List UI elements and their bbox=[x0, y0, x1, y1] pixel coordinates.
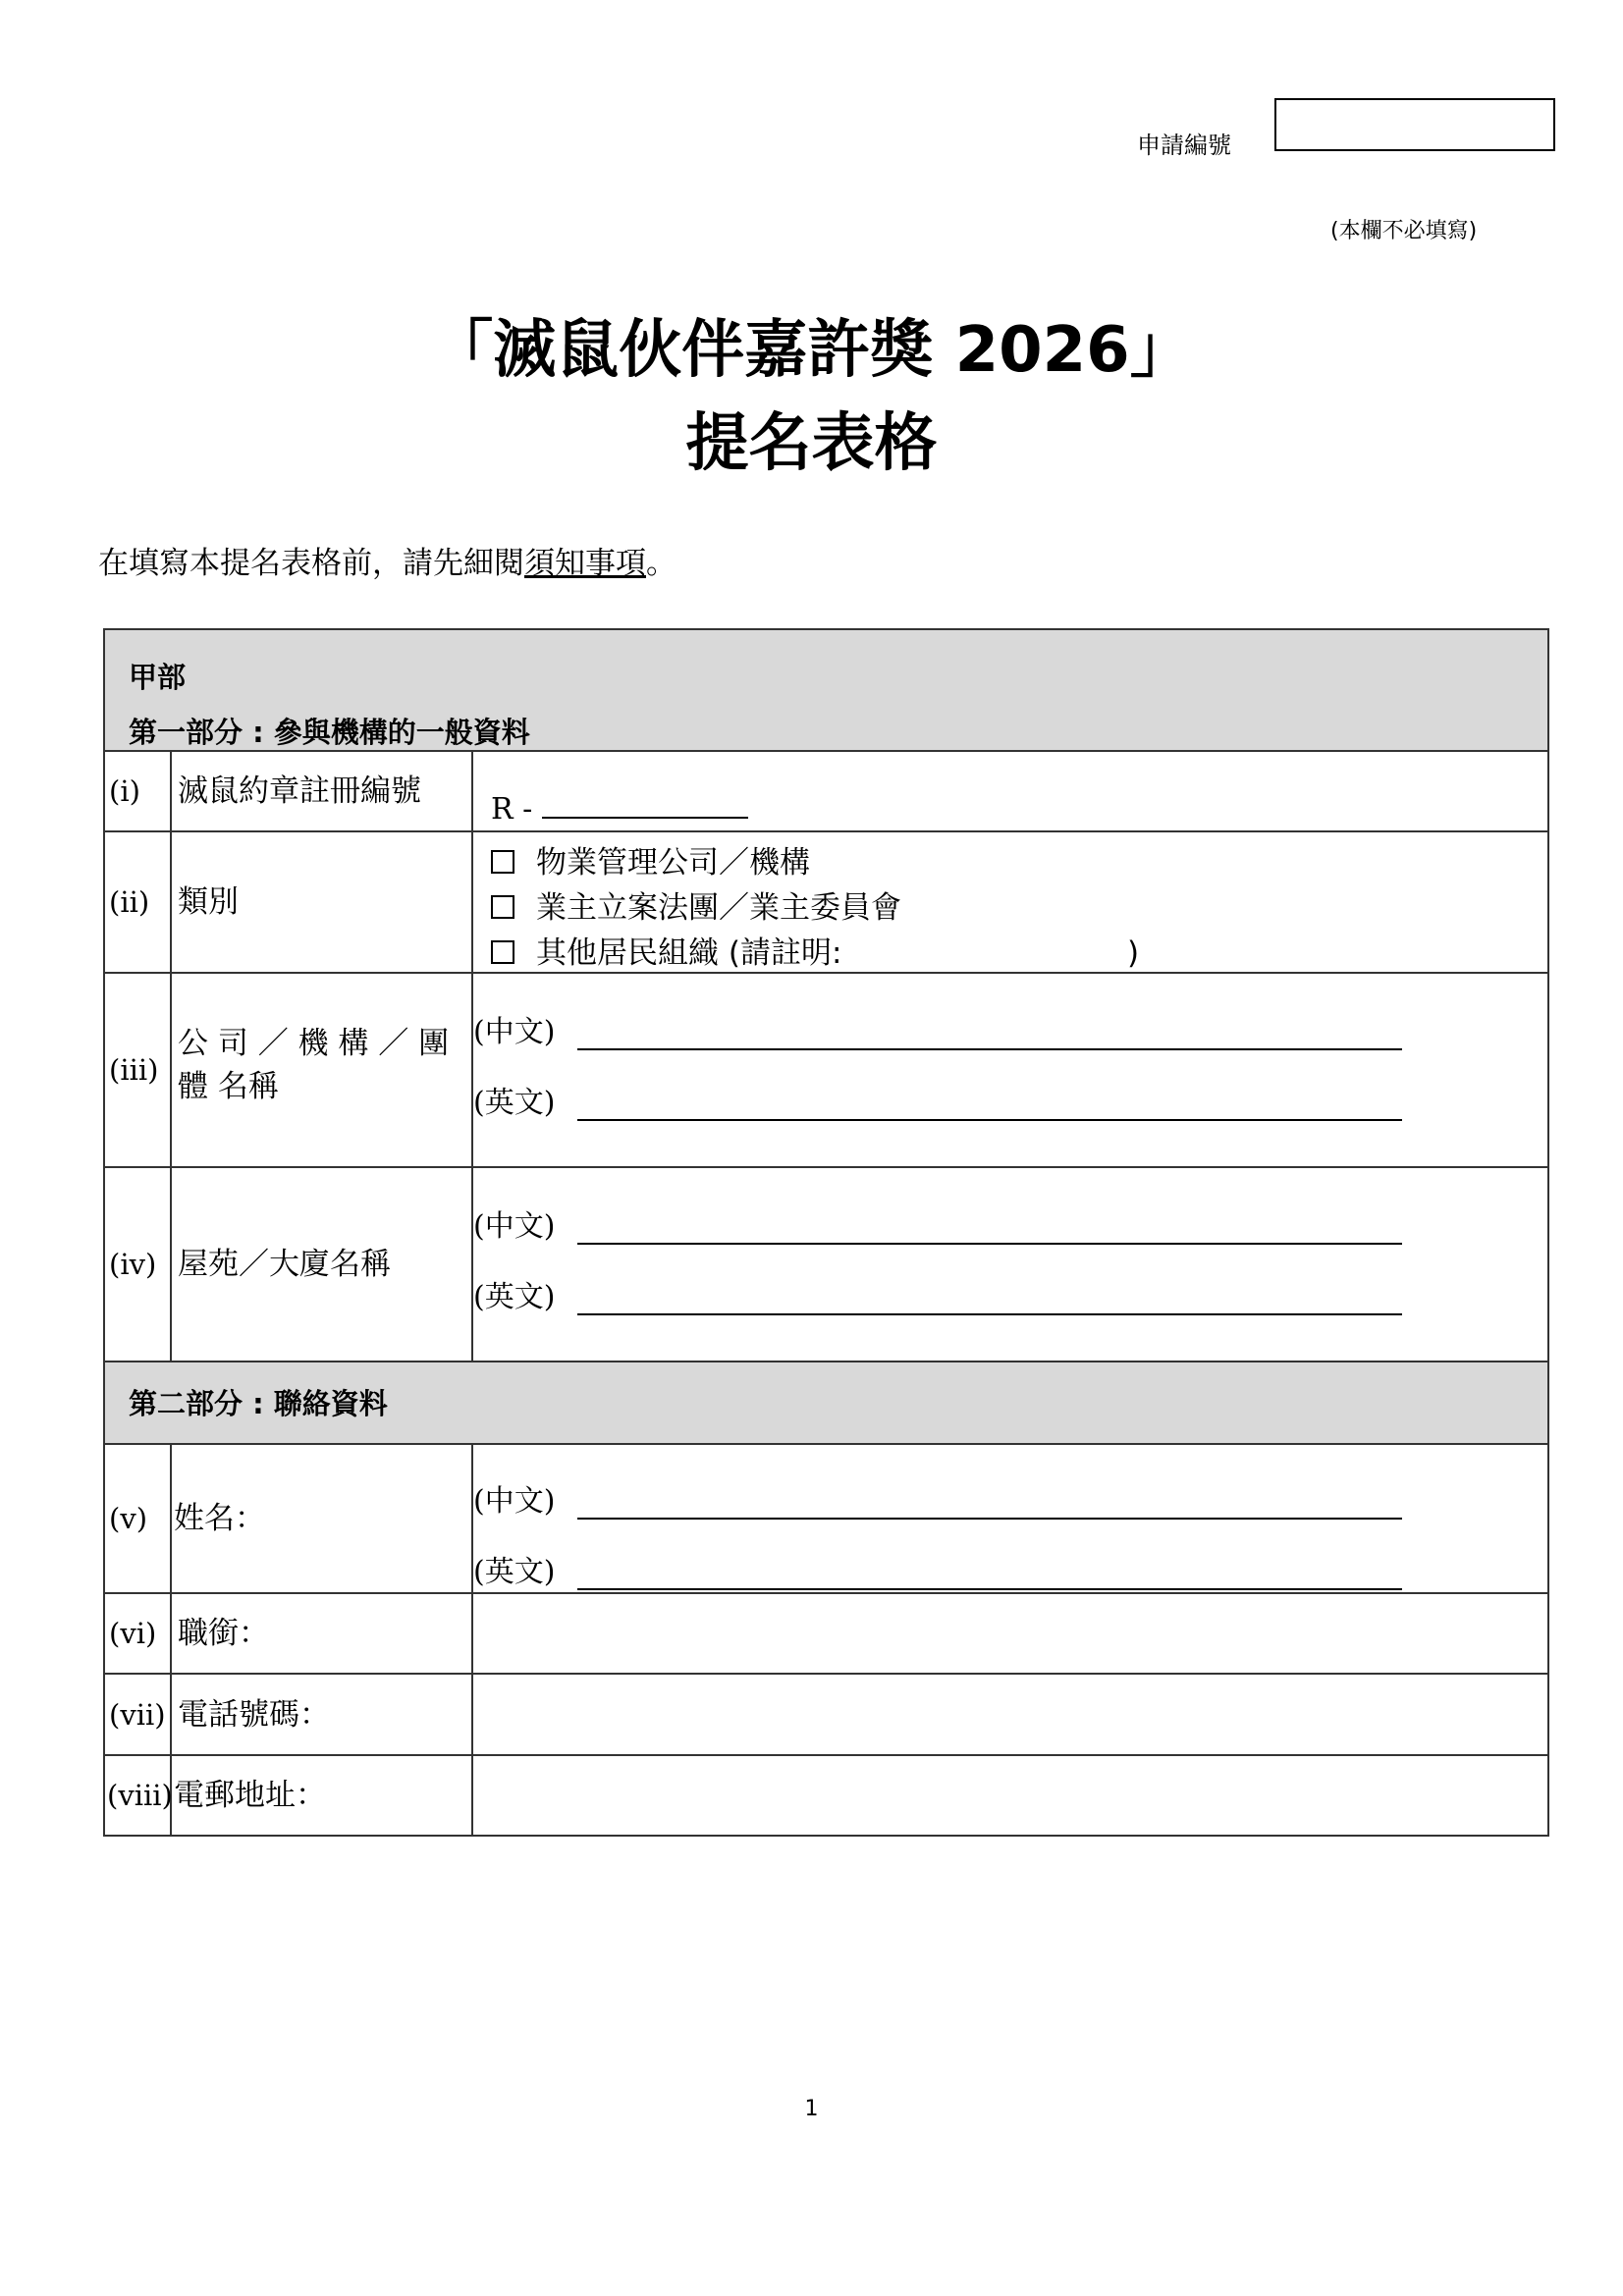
input-line[interactable] bbox=[577, 1019, 1402, 1050]
organisation-name-zh[interactable] bbox=[473, 1007, 1402, 1050]
checkbox[interactable] bbox=[491, 940, 514, 964]
lang-label: (英文) bbox=[473, 1555, 556, 1589]
email-field[interactable] bbox=[473, 1756, 1547, 1835]
intro-before: 在填寫本提名表格前，請先細閱 bbox=[98, 546, 524, 581]
organisation-name-en[interactable] bbox=[473, 1078, 1402, 1121]
lang-label: (中文) bbox=[473, 1209, 556, 1244]
row-label: 姓名： bbox=[172, 1445, 473, 1592]
input-line[interactable] bbox=[577, 1488, 1402, 1520]
row-number: (vii) bbox=[105, 1675, 172, 1754]
input-line[interactable] bbox=[577, 1559, 1402, 1590]
form-title: 「滅鼠伙伴嘉許獎 2026」 bbox=[430, 314, 1193, 387]
row-estate-name bbox=[105, 1168, 1547, 1362]
row-phone bbox=[105, 1675, 1547, 1756]
row-label: 電郵地址： bbox=[172, 1756, 473, 1835]
organisation-name-fields bbox=[473, 974, 1547, 1166]
lang-label: (中文) bbox=[473, 1484, 556, 1519]
lang-label: (英文) bbox=[473, 1280, 556, 1314]
row-label: 類別 bbox=[172, 832, 473, 972]
name-zh[interactable] bbox=[473, 1476, 1402, 1520]
option-label: 其他居民組織 (請註明: bbox=[536, 935, 842, 971]
row-category bbox=[105, 832, 1547, 974]
registration-blank[interactable] bbox=[542, 791, 748, 819]
row-number: (iv) bbox=[105, 1168, 172, 1361]
row-email bbox=[105, 1756, 1547, 1835]
option-label: 業主立案法團／業主委員會 bbox=[536, 890, 901, 926]
row-number: (ii) bbox=[105, 832, 172, 972]
lang-label: (中文) bbox=[473, 1015, 556, 1049]
not-required-note: (本欄不必填寫) bbox=[1330, 219, 1478, 243]
category-option-other[interactable] bbox=[491, 931, 1547, 976]
row-number: (vi) bbox=[105, 1594, 172, 1673]
row-label: 職銜： bbox=[172, 1594, 473, 1673]
section-a-header bbox=[105, 630, 1547, 752]
registration-prefix: R - bbox=[491, 792, 533, 827]
row-label: 電話號碼： bbox=[172, 1675, 473, 1754]
input-line[interactable] bbox=[577, 1284, 1402, 1315]
name-en[interactable] bbox=[473, 1547, 1402, 1590]
option-label: 物業管理公司／機構 bbox=[536, 845, 810, 881]
section-a-heading: 甲部 bbox=[129, 661, 187, 694]
page-number: 1 bbox=[804, 2097, 819, 2121]
application-number-field[interactable] bbox=[1274, 98, 1555, 151]
row-registration-number bbox=[105, 752, 1547, 832]
row-title bbox=[105, 1594, 1547, 1675]
estate-name-en[interactable] bbox=[473, 1272, 1402, 1315]
registration-number-field[interactable] bbox=[473, 752, 1547, 830]
intro-after: 。 bbox=[646, 546, 676, 581]
notes-link[interactable]: 須知事項 bbox=[524, 546, 646, 581]
lang-label: (英文) bbox=[473, 1086, 556, 1120]
row-number: (i) bbox=[105, 752, 172, 830]
part2-title: 第二部分 : 聯絡資料 bbox=[129, 1387, 388, 1420]
application-number-label: 申請編號 bbox=[1137, 132, 1231, 159]
category-option-owners-corporation[interactable] bbox=[491, 885, 1547, 931]
close-paren: ) bbox=[1127, 935, 1140, 971]
estate-name-zh[interactable] bbox=[473, 1201, 1402, 1245]
intro-text bbox=[98, 538, 676, 582]
part1-title: 第一部分 : 參與機構的一般資料 bbox=[129, 716, 530, 749]
input-line[interactable] bbox=[577, 1213, 1402, 1245]
nomination-form-table bbox=[103, 628, 1549, 1837]
row-organisation-name bbox=[105, 974, 1547, 1168]
row-number: (v) bbox=[105, 1445, 172, 1592]
name-fields bbox=[473, 1445, 1547, 1592]
form-subtitle: 提名表格 bbox=[685, 407, 938, 480]
checkbox[interactable] bbox=[491, 850, 514, 874]
row-number: (iii) bbox=[105, 974, 172, 1166]
estate-name-fields bbox=[473, 1168, 1547, 1361]
part2-header bbox=[105, 1362, 1547, 1445]
row-label: 滅鼠約章註冊編號 bbox=[172, 752, 473, 830]
category-options bbox=[473, 832, 1547, 972]
row-label: 屋苑／大廈名稱 bbox=[172, 1168, 473, 1361]
row-label: 公 司 ／ 機 構 ／ 團 體 名稱 bbox=[172, 974, 473, 1166]
phone-field[interactable] bbox=[473, 1675, 1547, 1754]
category-option-property-management[interactable] bbox=[491, 840, 1547, 885]
row-name bbox=[105, 1445, 1547, 1594]
checkbox[interactable] bbox=[491, 895, 514, 919]
title-field[interactable] bbox=[473, 1594, 1547, 1673]
input-line[interactable] bbox=[577, 1090, 1402, 1121]
row-number: (viii) bbox=[105, 1756, 172, 1835]
